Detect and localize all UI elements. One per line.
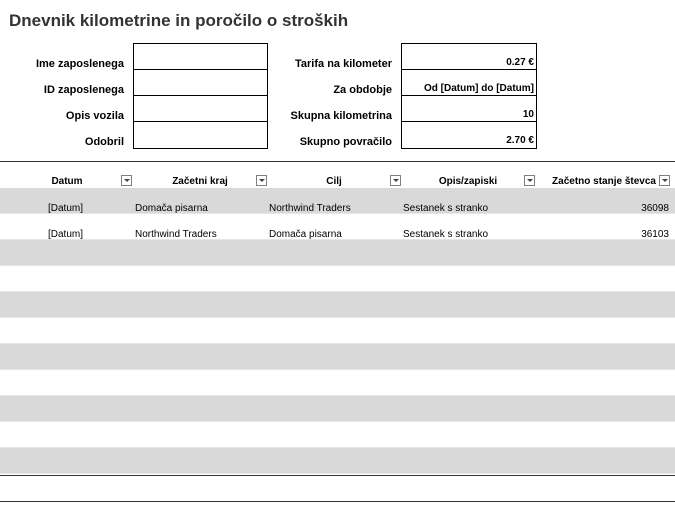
start-location-filter-icon[interactable] xyxy=(256,175,267,186)
table-row[interactable] xyxy=(0,188,675,214)
period-label: Za obdobje xyxy=(333,84,392,96)
table-row[interactable] xyxy=(0,448,675,474)
column-header-start-location[interactable]: Začetni kraj xyxy=(172,176,228,187)
approved-by-field[interactable] xyxy=(134,122,267,148)
total-km-label: Skupna kilometrina xyxy=(290,110,392,122)
table-row[interactable] xyxy=(0,292,675,318)
table-row[interactable] xyxy=(0,344,675,370)
description-filter-icon[interactable] xyxy=(524,175,535,186)
approved-by-label: Odobril xyxy=(84,136,124,148)
destination-filter-icon[interactable] xyxy=(390,175,401,186)
employee-id-label: ID zaposlenega xyxy=(43,84,124,96)
rate-per-km-field[interactable]: 0.27 € xyxy=(402,44,536,70)
summary-box xyxy=(401,43,537,149)
date-cell[interactable]: [Datum] xyxy=(48,229,84,240)
description-cell[interactable]: Sestanek s stranko xyxy=(403,229,489,240)
total-km-field[interactable]: 10 xyxy=(402,96,536,122)
table-row[interactable] xyxy=(0,214,675,240)
destination-cell[interactable]: Domača pisarna xyxy=(269,229,342,240)
employee-info-box xyxy=(133,43,268,149)
employee-name-field[interactable] xyxy=(134,44,267,70)
divider-bottom xyxy=(0,501,675,502)
column-header-destination[interactable]: Cilj xyxy=(326,176,342,187)
table-row[interactable] xyxy=(0,266,675,292)
vehicle-description-label: Opis vozila xyxy=(65,110,124,122)
destination-cell[interactable]: Northwind Traders xyxy=(269,203,351,214)
start-odometer-filter-icon[interactable] xyxy=(659,175,670,186)
table-row[interactable] xyxy=(0,318,675,344)
start-location-cell[interactable]: Northwind Traders xyxy=(135,229,217,240)
start-odometer-cell[interactable]: 36103 xyxy=(641,229,669,240)
table-row[interactable] xyxy=(0,370,675,396)
vehicle-description-field[interactable] xyxy=(134,96,267,122)
table-row[interactable] xyxy=(0,240,675,266)
start-location-cell[interactable]: Domača pisarna xyxy=(135,203,208,214)
total-reimbursement-field[interactable]: 2.70 € xyxy=(506,135,534,146)
rate-per-km-label: Tarifa na kilometer xyxy=(295,58,392,70)
date-filter-icon[interactable] xyxy=(121,175,132,186)
divider-top xyxy=(0,161,675,162)
page-title: Dnevnik kilometrine in poročilo o stroških xyxy=(9,11,349,30)
table-row[interactable] xyxy=(0,396,675,422)
table-row[interactable] xyxy=(0,422,675,448)
total-reimbursement-label: Skupno povračilo xyxy=(299,136,392,148)
description-cell[interactable]: Sestanek s stranko xyxy=(403,203,489,214)
column-header-description[interactable]: Opis/zapiski xyxy=(438,176,498,187)
column-header-date[interactable]: Datum xyxy=(51,176,83,187)
period-field[interactable]: Od [Datum] do [Datum] xyxy=(402,70,536,96)
date-cell[interactable]: [Datum] xyxy=(48,203,84,214)
employee-id-field[interactable] xyxy=(134,70,267,96)
column-header-start-odometer[interactable]: Začetno stanje števca xyxy=(552,176,656,187)
table-bottom-border xyxy=(0,475,675,476)
start-odometer-cell[interactable]: 36098 xyxy=(641,203,669,214)
employee-name-label: Ime zaposlenega xyxy=(35,58,124,70)
